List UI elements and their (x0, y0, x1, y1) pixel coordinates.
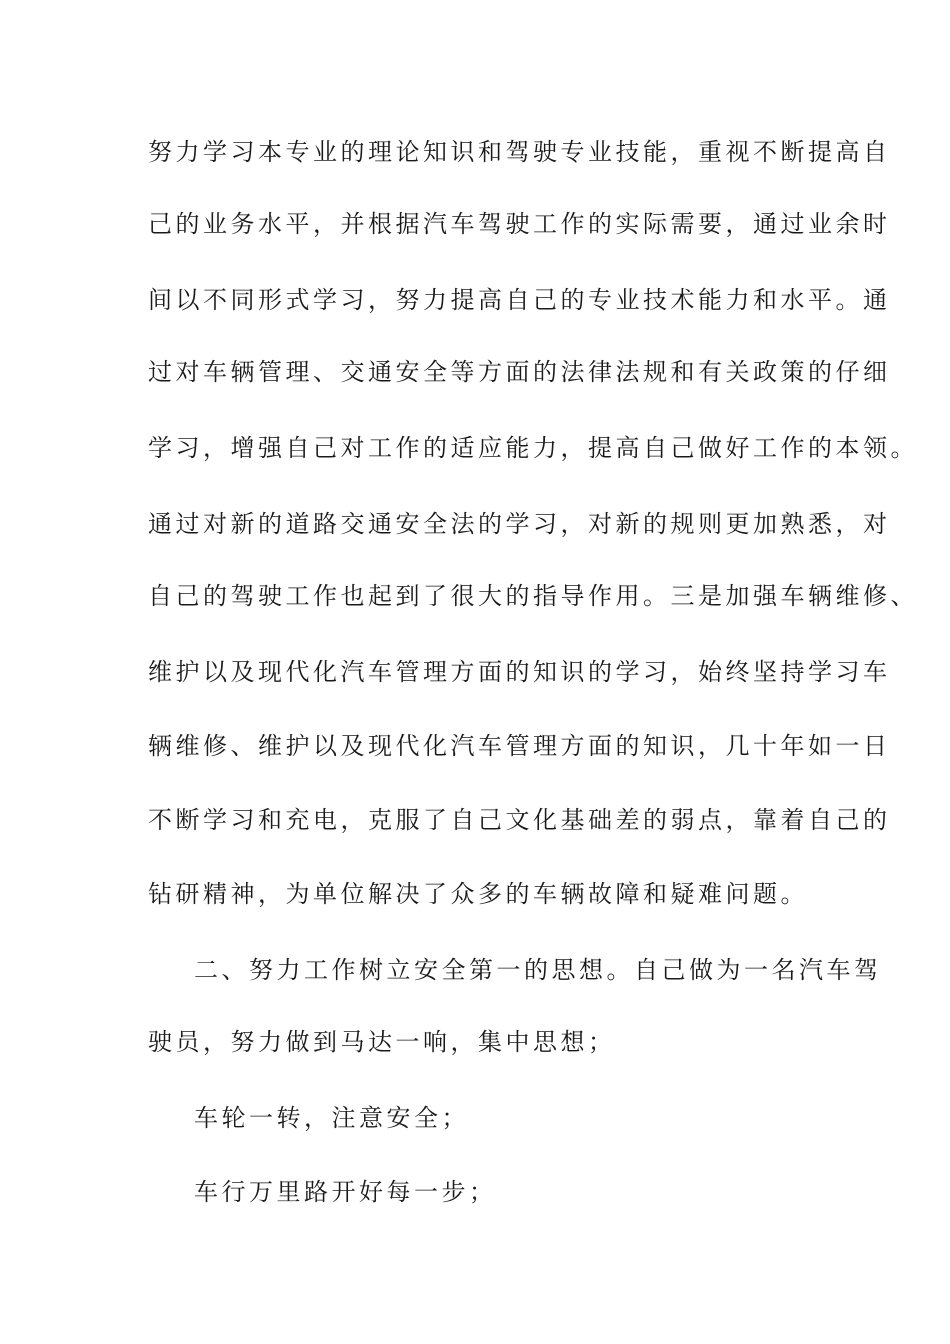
text-line-10: 不断学习和充电，克服了自己文化基础差的弱点，靠着自己的 (148, 806, 891, 834)
text-line-2: 己的业务水平，并根据汽车驾驶工作的实际需要，通过业余时 (148, 210, 891, 238)
text-line-12: 二、努力工作树立安全第一的思想。自己做为一名汽车驾 (194, 956, 882, 984)
text-line-9: 辆维修、维护以及现代化汽车管理方面的知识，几十年如一日 (148, 732, 891, 760)
text-line-5: 学习，增强自己对工作的适应能力，提高自己做好工作的本领。 (148, 434, 918, 462)
text-line-11: 钻研精神，为单位解决了众多的车辆故障和疑难问题。 (148, 880, 808, 908)
text-line-15: 车行万里路开好每一步； (194, 1178, 497, 1206)
text-line-14: 车轮一转，注意安全； (194, 1104, 469, 1132)
text-line-8: 维护以及现代化汽车管理方面的知识的学习，始终坚持学习车 (148, 658, 891, 686)
text-line-4: 过对车辆管理、交通安全等方面的法律法规和有关政策的仔细 (148, 358, 891, 386)
text-line-13: 驶员，努力做到马达一响，集中思想； (148, 1028, 616, 1056)
text-line-6: 通过对新的道路交通安全法的学习，对新的规则更加熟悉，对 (148, 510, 891, 538)
text-line-7: 自己的驾驶工作也起到了很大的指导作用。三是加强车辆维修、 (148, 582, 918, 610)
text-line-3: 间以不同形式学习，努力提高自己的专业技术能力和水平。通 (148, 286, 891, 314)
text-line-1: 努力学习本专业的理论知识和驾驶专业技能，重视不断提高自 (148, 138, 891, 166)
